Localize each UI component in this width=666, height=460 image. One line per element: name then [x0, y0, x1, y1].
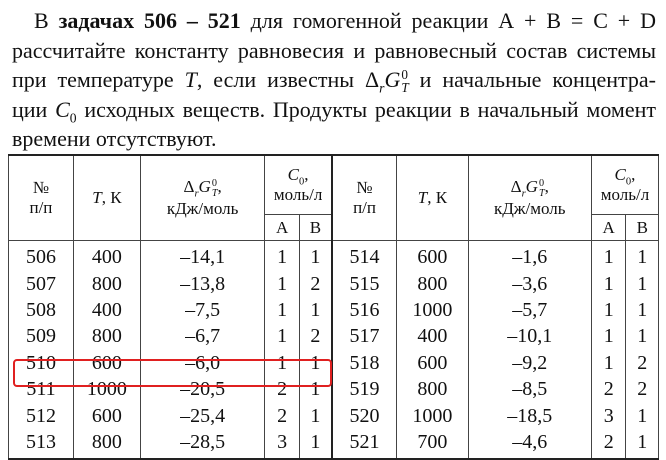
table-cell-t2: 600: [397, 241, 468, 271]
table-cell-t2: 800: [397, 376, 468, 402]
table-cell-b2: 1: [626, 429, 659, 459]
table-cell-g1: –20,5: [140, 376, 264, 402]
table-cell-a1: 1: [265, 241, 300, 271]
table-cell-b1: 1: [299, 297, 331, 323]
table-cell-g2: –4,6: [468, 429, 591, 459]
table-cell-b2: 2: [626, 350, 659, 376]
table-cell-b2: 2: [626, 376, 659, 402]
table-cell-a1: 2: [265, 376, 300, 402]
table-cell-b1: 1: [299, 429, 331, 459]
table-cell-t2: 1000: [397, 297, 468, 323]
table-cell-g2: –10,1: [468, 323, 591, 349]
table-cell-n2: 519: [332, 376, 397, 402]
table-cell-n2: 521: [332, 429, 397, 459]
header-b-2: В: [626, 215, 659, 241]
table-cell-t1: 800: [73, 429, 140, 459]
table-cell-t2: 600: [397, 350, 468, 376]
table-cell-n1: 507: [9, 270, 74, 296]
table-cell-g1: –28,5: [140, 429, 264, 459]
problem-data-table: [8, 154, 659, 460]
table-cell-g1: –14,1: [140, 241, 264, 271]
table-cell-a2: 1: [591, 270, 626, 296]
table-cell-a2: 1: [591, 297, 626, 323]
table-cell-a1: 1: [265, 297, 300, 323]
table-cell-a2: 2: [591, 376, 626, 402]
header-a: А: [265, 215, 300, 241]
table-cell-b1: 1: [299, 350, 331, 376]
table-cell-b1: 1: [299, 376, 331, 402]
table-cell-b2: 1: [626, 270, 659, 296]
table-cell-t1: 400: [73, 297, 140, 323]
table-cell-b1: 1: [299, 402, 331, 428]
header-temperature-2: T, К: [397, 155, 468, 241]
table-row: [9, 297, 659, 323]
header-initial-concentration: $C_0$, моль/л: [265, 155, 332, 215]
table-cell-t1: 600: [73, 350, 140, 376]
table-cell-b1: 1: [299, 241, 331, 271]
table-cell-g2: –3,6: [468, 270, 591, 296]
intro-line-2: рассчитайте константу равновесия и равновесный состав системы: [12, 37, 656, 63]
table-cell-t1: 400: [73, 241, 140, 271]
table-cell-t2: 400: [397, 323, 468, 349]
table-cell-n1: 512: [9, 402, 74, 428]
table-cell-b2: 1: [626, 323, 659, 349]
intro-line-4: ции $C_0$ исходных веществ. Продукты реакции в начальный момент: [12, 96, 656, 126]
header-gibbs-energy: $\Delta_rG$ 0 T, кДж/моль: [140, 155, 264, 241]
table-cell-a1: 1: [265, 350, 300, 376]
table-cell-n1: 513: [9, 429, 74, 459]
table-cell-n2: 514: [332, 241, 397, 271]
header-temperature: T, К: [73, 155, 140, 241]
intro-line-3: при температуре T, если известны $\Delta_rG$ 0 T и начальные концентра-: [12, 67, 656, 96]
table-cell-t2: 700: [397, 429, 468, 459]
table-row: [9, 241, 659, 271]
table-cell-a2: 1: [591, 241, 626, 271]
table-cell-a1: 2: [265, 402, 300, 428]
table-row: [9, 323, 659, 349]
problem-statement: [12, 6, 656, 154]
table-cell-t1: 1000: [73, 376, 140, 402]
table-cell-a1: 1: [265, 323, 300, 349]
table-cell-b1: 2: [299, 270, 331, 296]
table-cell-a2: 2: [591, 429, 626, 459]
table-cell-n1: 506: [9, 241, 74, 271]
table-cell-a2: 1: [591, 350, 626, 376]
header-gibbs-energy-2: $\Delta_rG$ 0 T, кДж/моль: [468, 155, 591, 241]
table-cell-t2: 1000: [397, 402, 468, 428]
table-cell-g2: –8,5: [468, 376, 591, 402]
table-cell-t1: 800: [73, 270, 140, 296]
intro-line-5: времени отсутствуют.: [12, 126, 217, 152]
header-initial-concentration-2: $C_0$, моль/л: [591, 155, 658, 215]
table-cell-g2: –18,5: [468, 402, 591, 428]
table-cell-n2: 517: [332, 323, 397, 349]
highlight-row-511: [13, 359, 332, 387]
table-cell-n2: 516: [332, 297, 397, 323]
header-number-2: № п/п: [332, 155, 397, 241]
table-cell-b1: 2: [299, 323, 331, 349]
task-range: задачах 506 – 521: [58, 8, 241, 33]
table-cell-g1: –7,5: [140, 297, 264, 323]
table-cell-n1: 510: [9, 350, 74, 376]
table-cell-g1: –13,8: [140, 270, 264, 296]
table-row: [9, 429, 659, 459]
table-cell-b2: 1: [626, 297, 659, 323]
table-cell-n2: 515: [332, 270, 397, 296]
table-cell-g2: –5,7: [468, 297, 591, 323]
table-cell-a2: 3: [591, 402, 626, 428]
table-cell-b2: 1: [626, 241, 659, 271]
table-cell-t1: 800: [73, 323, 140, 349]
table-cell-a2: 1: [591, 323, 626, 349]
header-number: № п/п: [9, 155, 74, 241]
header-a-2: А: [591, 215, 626, 241]
table-cell-g2: –1,6: [468, 241, 591, 271]
table-cell-n2: 518: [332, 350, 397, 376]
table-cell-t2: 800: [397, 270, 468, 296]
table-cell-t1: 600: [73, 402, 140, 428]
table-cell-a1: 3: [265, 429, 300, 459]
intro-line-1: В задачах 506 – 521 для гомогенной реакции А + В = С + D: [34, 8, 656, 33]
table-cell-n1: 508: [9, 297, 74, 323]
table-cell-b2: 1: [626, 402, 659, 428]
table-cell-n1: 509: [9, 323, 74, 349]
table-cell-g1: –6,7: [140, 323, 264, 349]
table-row: [9, 270, 659, 296]
table-cell-a1: 1: [265, 270, 300, 296]
table-cell-g2: –9,2: [468, 350, 591, 376]
table-row: [9, 402, 659, 428]
table-cell-g1: –6,0: [140, 350, 264, 376]
table-cell-g1: –25,4: [140, 402, 264, 428]
header-b: В: [299, 215, 331, 241]
table-cell-n2: 520: [332, 402, 397, 428]
table-cell-n1: 511: [9, 376, 74, 402]
